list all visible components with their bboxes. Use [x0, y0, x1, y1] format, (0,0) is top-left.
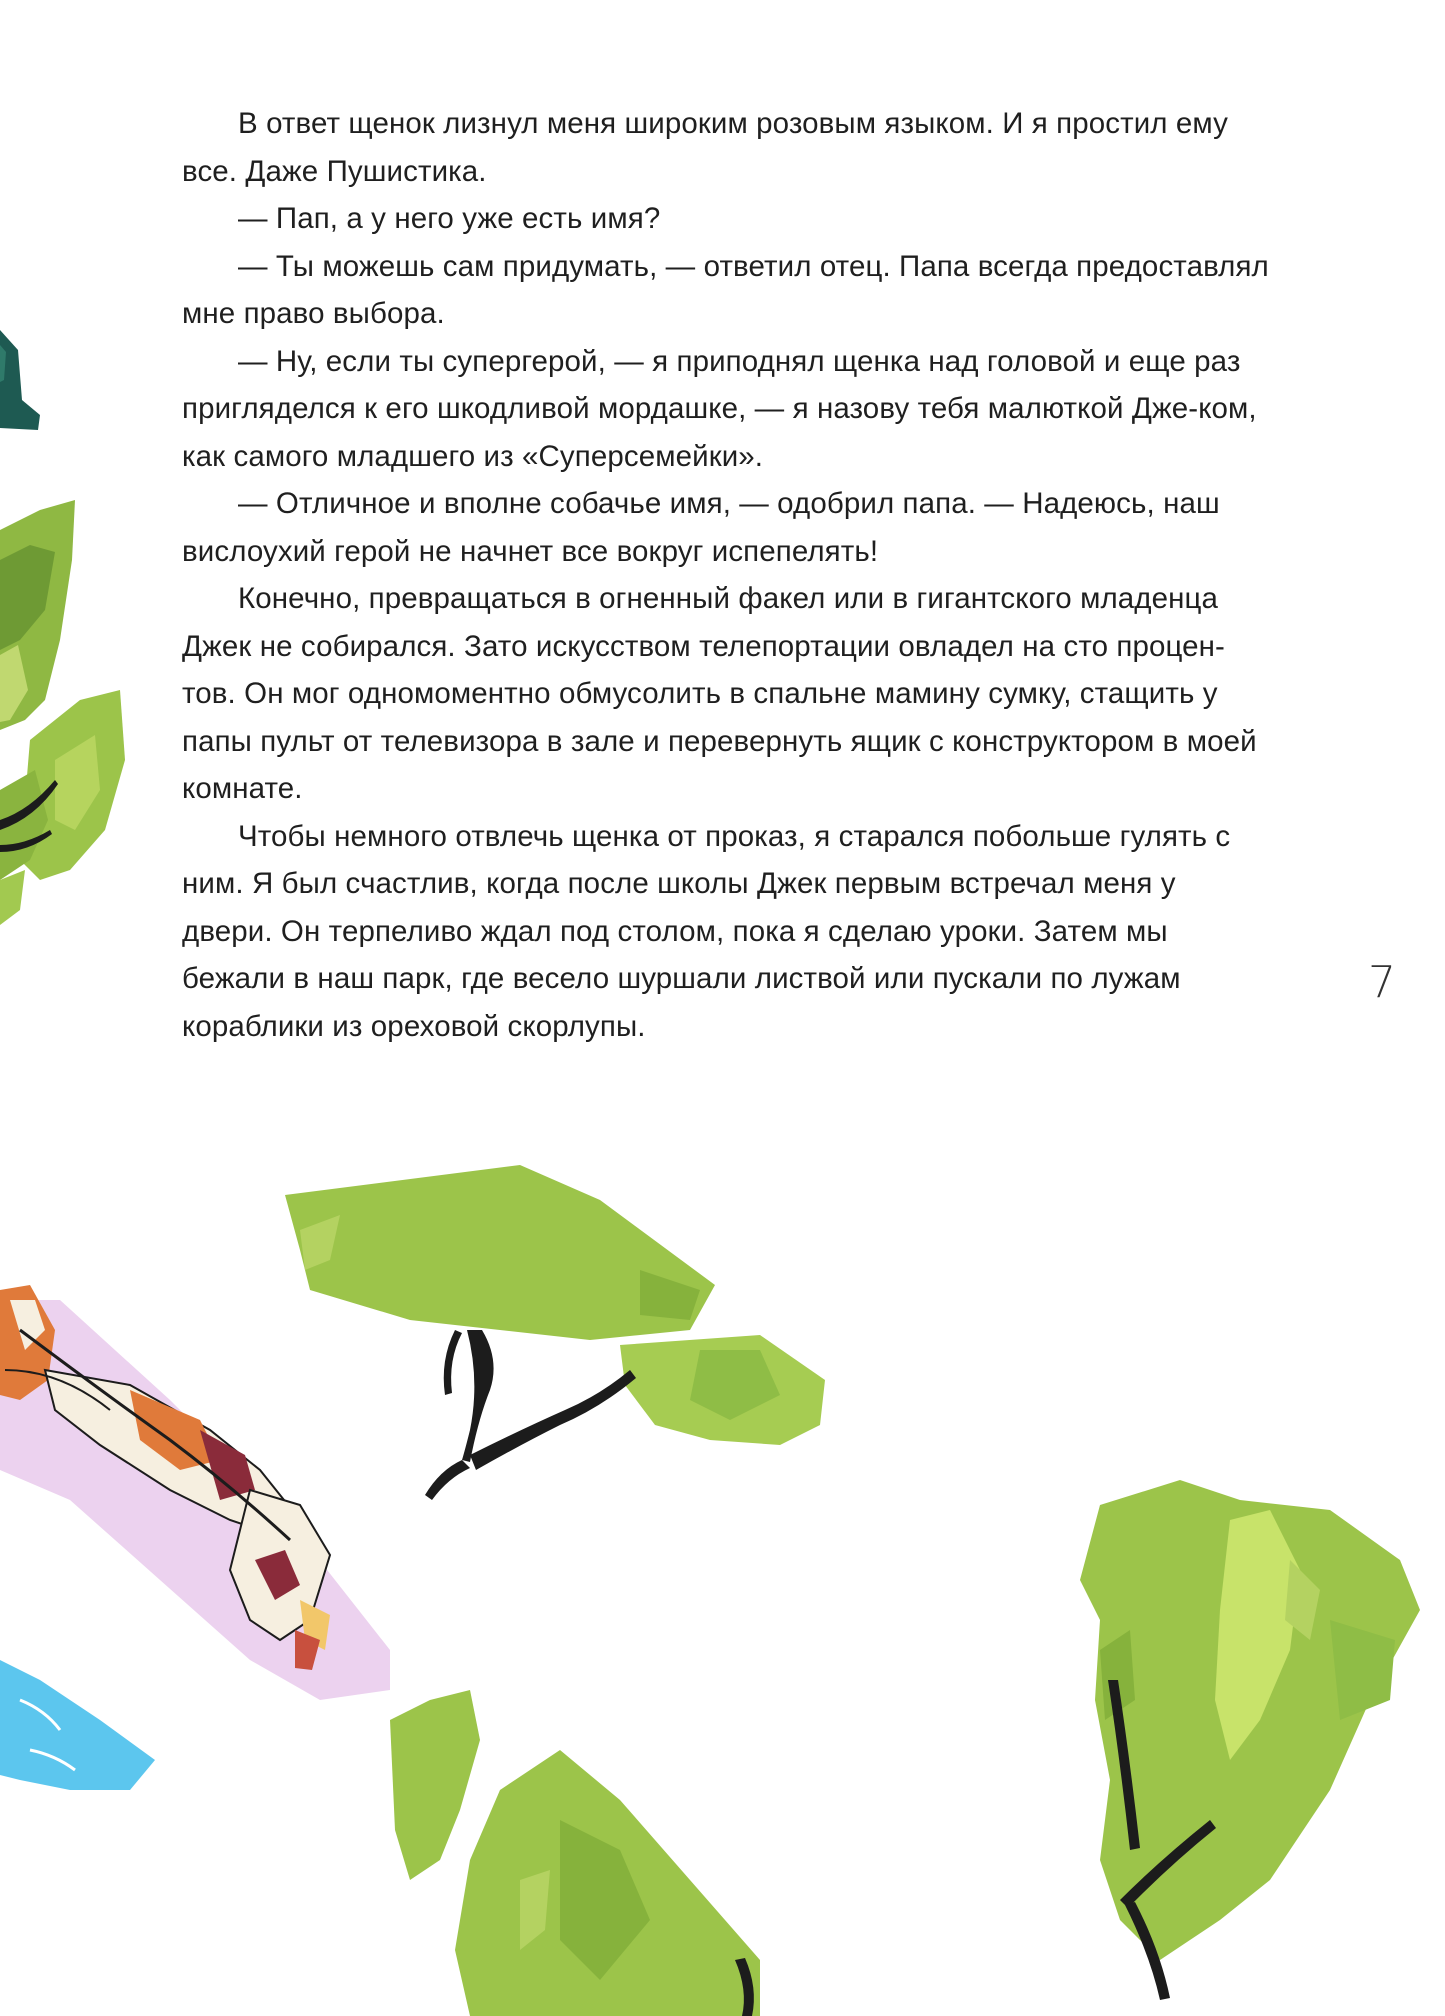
left-edge-foliage — [0, 330, 125, 925]
dog-on-blanket — [0, 1285, 390, 1700]
paragraph: — Ну, если ты супергерой, — я приподнял щенка над головой и еще раз пригляделся к его шкодливой мордашке, — я назову тебя малюткой Дже-ком, как самого младшего из «Суперсемейки». — [182, 344, 1257, 473]
paragraph: — Пап, а у него уже есть имя? — [238, 202, 661, 235]
paragraph: — Ты можешь сам придумать, — ответил отец. Папа всегда предоставлял мне право выбора. — [182, 249, 1269, 330]
middle-tree — [285, 1165, 825, 1500]
paragraph: В ответ щенок лизнул меня широким розовым языком. И я простил ему все. Даже Пушистика. — [182, 107, 1228, 188]
paragraph: — Отличное и вполне собачье имя, — одобрил папа. — Надеюсь, наш вислоухий герой не начнет все вокруг испепелять! — [182, 487, 1220, 568]
story-text — [182, 100, 1272, 1050]
page-number: 7 — [1368, 957, 1396, 1008]
paragraph: Чтобы немного отвлечь щенка от проказ, я старался побольше гулять с ним. Я был счастлив, когда после школы Джек первым встречал меня у двери. Он терпеливо ждал под столом, пока я сделаю уроки. Затем мы бежали в наш парк, где весело шуршали листвой или пускали по лужам кораблики из ореховой скорлупы. — [182, 819, 1231, 1043]
bottom-center-tree — [390, 1690, 760, 2016]
paragraph: Конечно, превращаться в огненный факел или в гигантского младенца Джек не собирался. Зато искусством телепортации овладел на сто процен-тов. Он мог одномоментно обмусолить в спальне мамину сумку, стащить у папы пульт от телевизора в зале и перевернуть ящик с конструктором в моей комнате. — [182, 582, 1257, 805]
water-puddle — [0, 1660, 155, 1790]
right-tree — [1080, 1480, 1420, 2000]
